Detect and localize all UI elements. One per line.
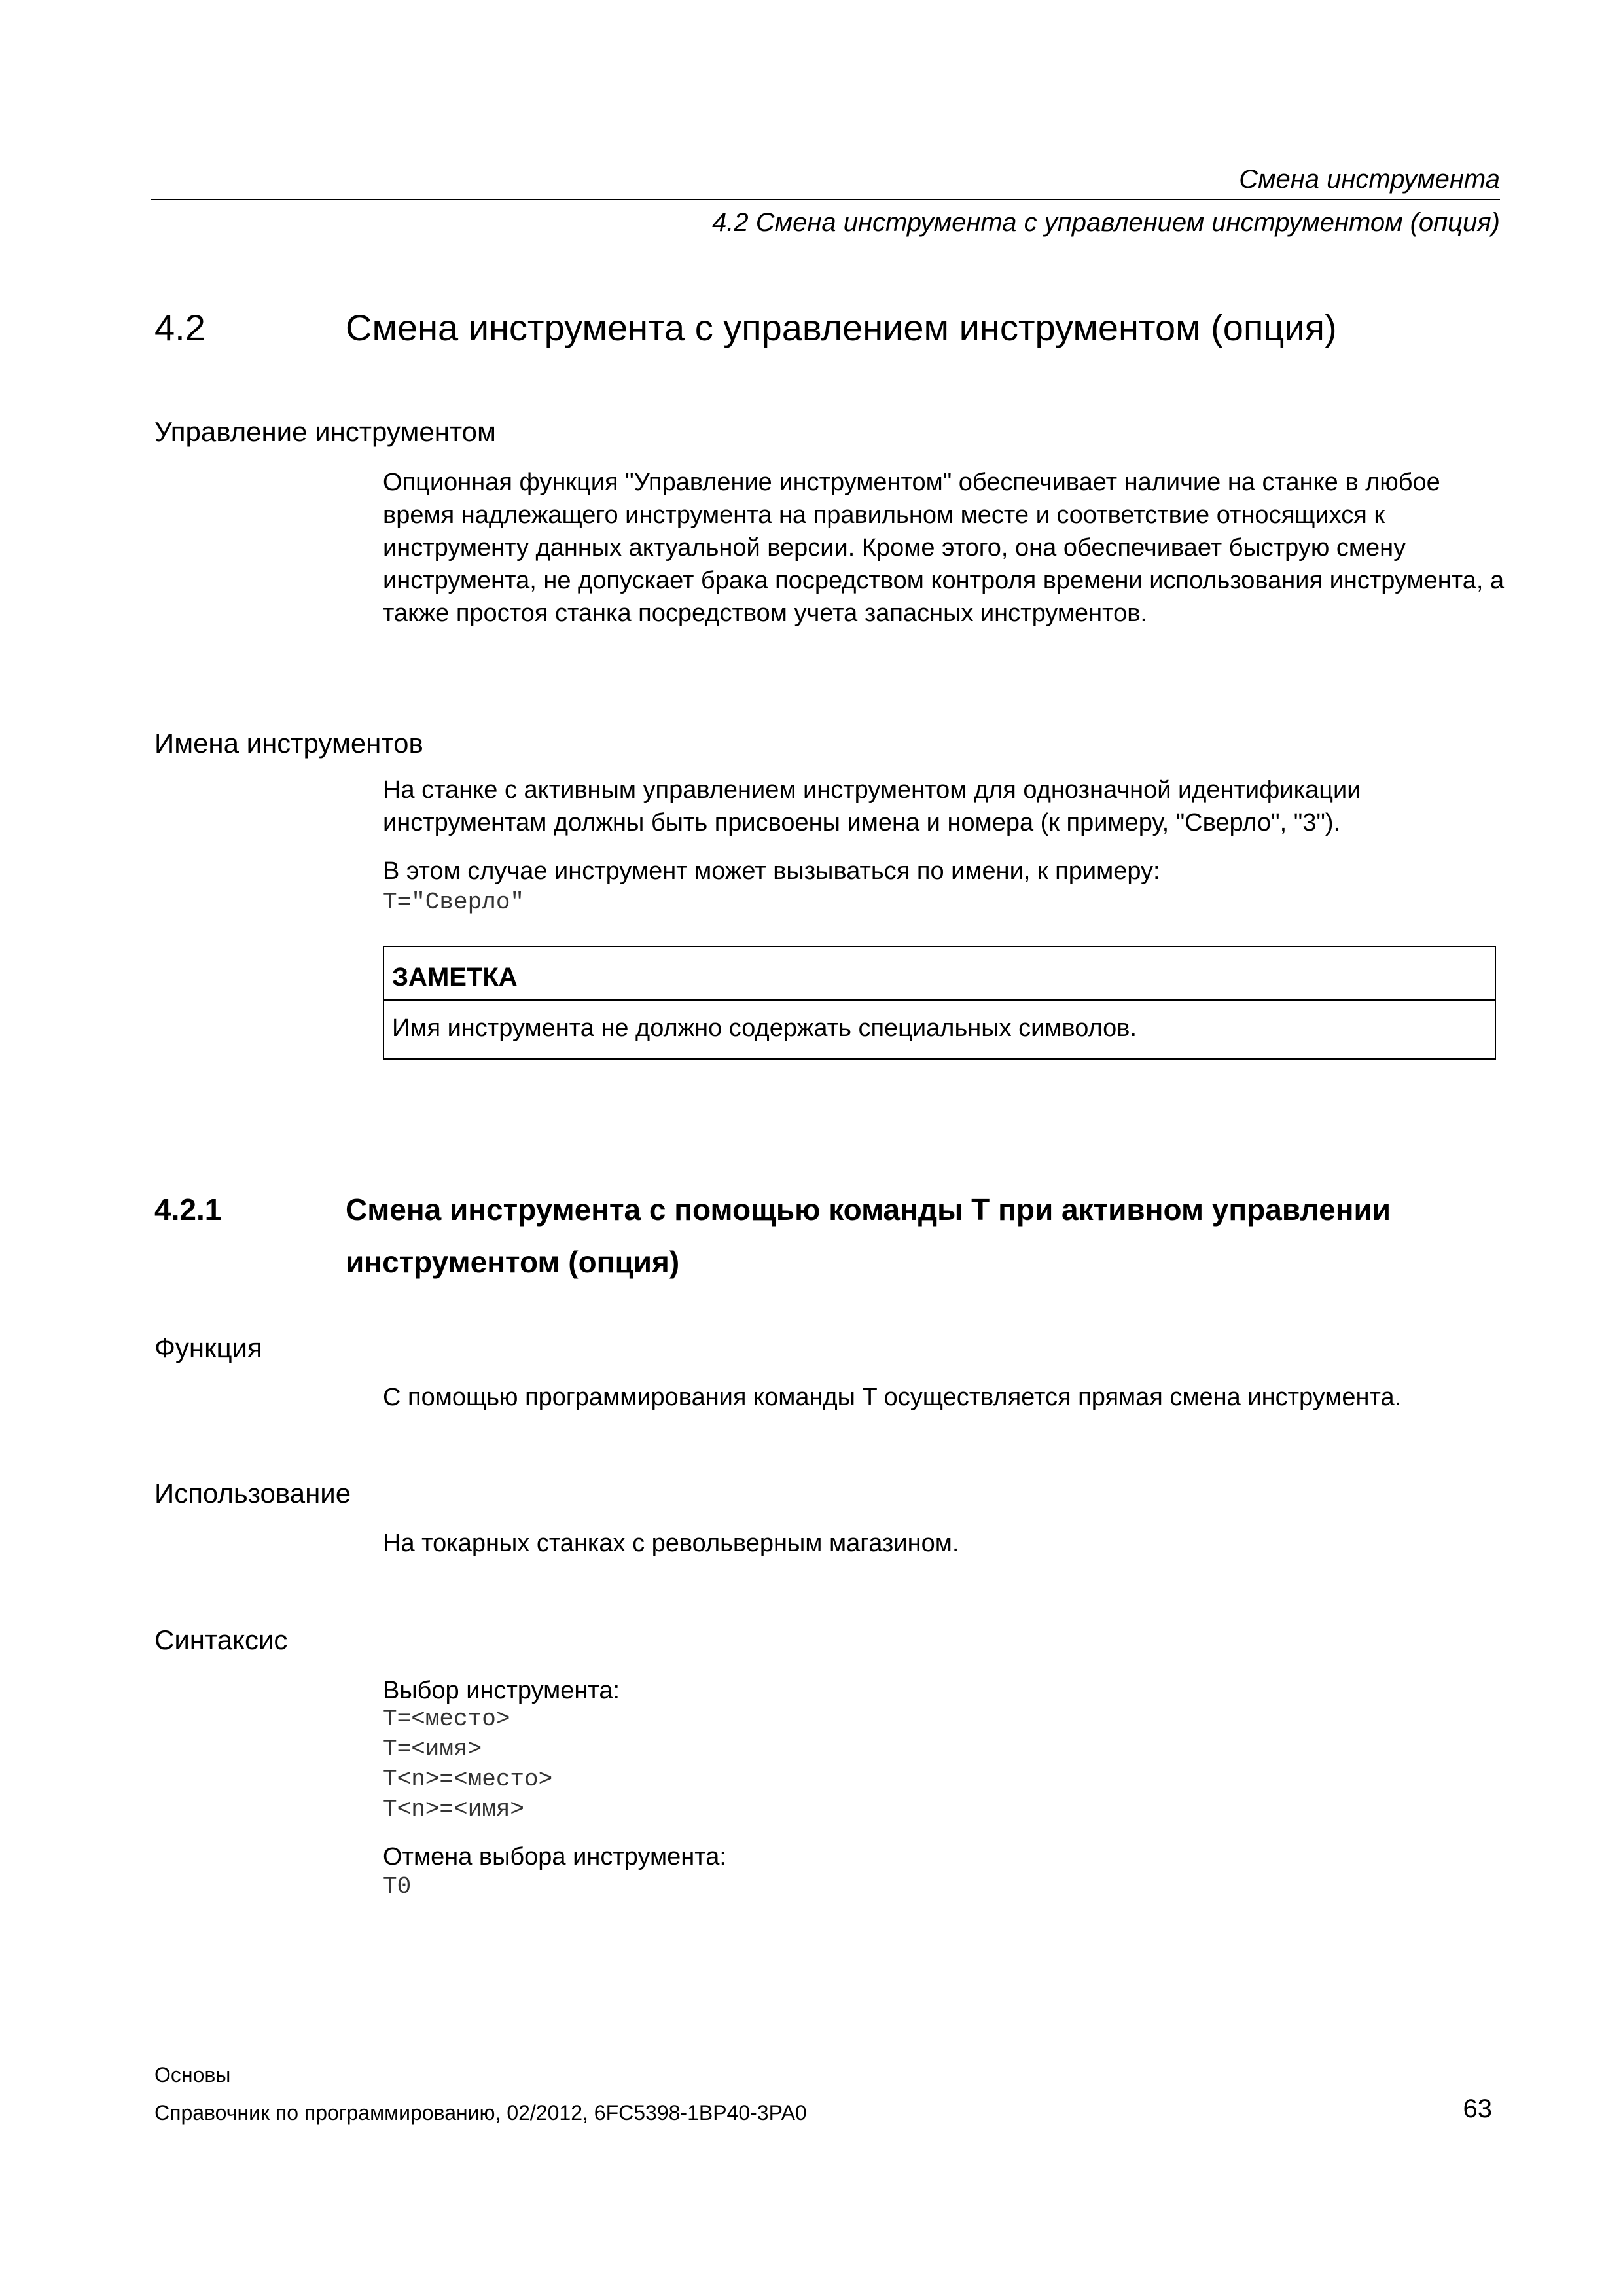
note-title: ЗАМЕТКА	[384, 947, 1495, 1001]
section-number: 4.2	[154, 307, 205, 348]
running-header-chapter: Смена инструмента	[1239, 165, 1500, 194]
syntax-deselect-line: T0	[383, 1873, 412, 1900]
syntax-select-line: T<n>=<место>	[383, 1766, 553, 1793]
paragraph-call-by-name: В этом случае инструмент может вызываться по имени, к примеру:	[383, 857, 1160, 885]
syntax-select-label: Выбор инструмента:	[383, 1677, 620, 1704]
subheading-syntax: Синтаксис	[154, 1624, 288, 1655]
paragraph-tool-management: Опционная функция "Управление инструментом" обеспечивает наличие на станке в любое время надлежащего инструмента на правильном месте и соответствие относящихся к инструменту данных актуальной версии. Кроме этого, она обеспечивает быструю смену инструмента, не допускает брака посредством контроля времени использования инструмента, а также простоя станка посредством учета запасных инструментов.	[383, 469, 1505, 627]
subsection-title-line2: инструментом (опция)	[346, 1245, 680, 1279]
syntax-select-line: T<n>=<имя>	[383, 1796, 525, 1823]
code-example: T="Сверло"	[383, 889, 525, 916]
section-title: Смена инструмента с управлением инструментом (опция)	[346, 307, 1337, 348]
note-text: Имя инструмента не должно содержать специальных символов.	[392, 1014, 1137, 1042]
syntax-select-line: T=<место>	[383, 1706, 510, 1732]
subheading-function: Функция	[154, 1333, 262, 1363]
footer-document-info: Справочник по программированию, 02/2012, 6FC5398-1BP40-3PA0	[154, 2101, 807, 2125]
page-number: 63	[1463, 2094, 1492, 2123]
note-box	[383, 946, 1496, 1060]
subsection-title	[346, 1183, 1497, 1288]
subheading-tool-names: Имена инструментов	[154, 728, 423, 759]
running-header-section: 4.2 Смена инструмента с управлением инструментом (опция)	[712, 208, 1500, 237]
syntax-deselect-label: Отмена выбора инструмента:	[383, 1843, 726, 1871]
subheading-usage: Использование	[154, 1478, 351, 1509]
paragraph-usage: На токарных станках с револьверным магазином.	[383, 1530, 959, 1557]
paragraph-tool-names: На станке с активным управлением инструментом для однозначной идентификации инструментам должны быть присвоены имена и номера (к примеру, "Сверло", "3").	[383, 776, 1361, 836]
subheading-tool-management: Управление инструментом	[154, 416, 496, 447]
footer-book-title: Основы	[154, 2063, 231, 2087]
subsection-number: 4.2.1	[154, 1193, 222, 1227]
paragraph-function: С помощью программирования команды T осуществляется прямая смена инструмента.	[383, 1384, 1402, 1411]
syntax-select-line: T=<имя>	[383, 1736, 482, 1763]
subsection-title-line1: Смена инструмента с помощью команды T при активном управлении	[346, 1193, 1391, 1227]
header-rule	[151, 199, 1500, 200]
